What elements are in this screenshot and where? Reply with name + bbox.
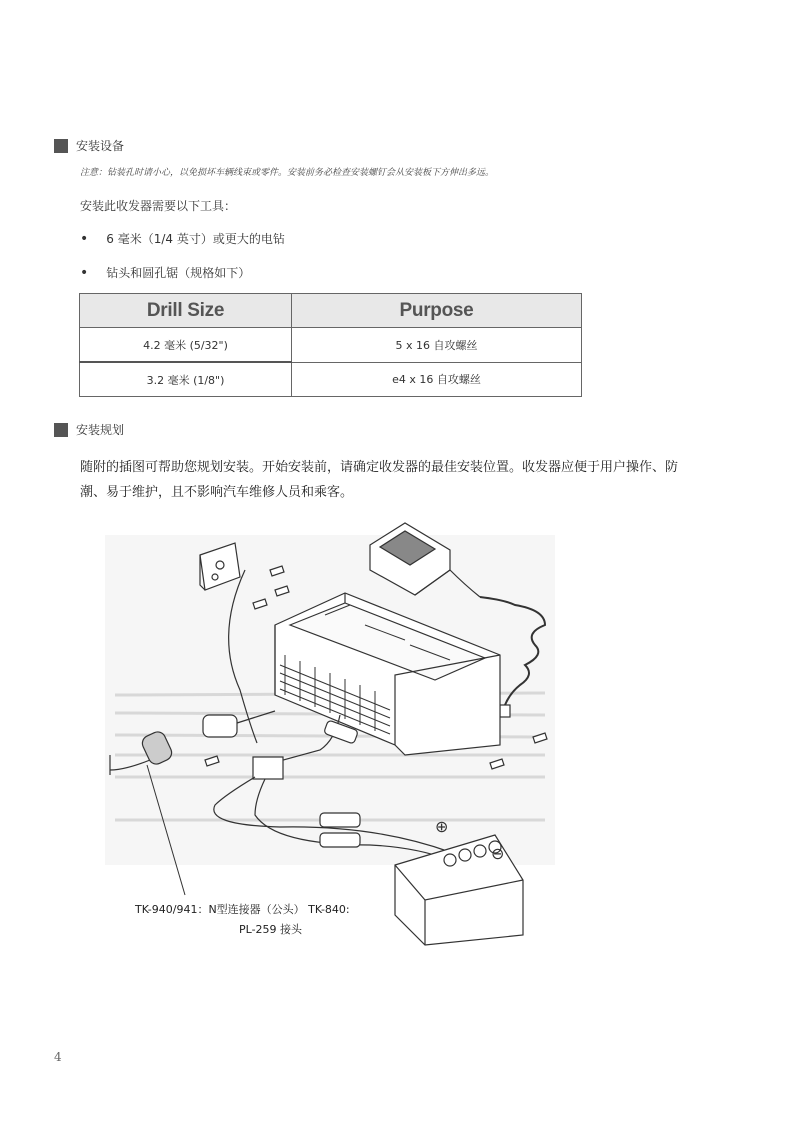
table-cell-purpose: e4 x 16 自攻螺丝 [292, 362, 582, 397]
section-square-icon [54, 139, 68, 153]
bullet-dot-icon: • [80, 264, 89, 281]
table-header-row [80, 294, 582, 328]
section-heading-text: 安装设备 [76, 139, 125, 153]
drill-size-table [79, 293, 582, 397]
table-row [80, 362, 582, 397]
table-cell-purpose: 5 x 16 自攻螺丝 [292, 328, 582, 363]
planning-paragraph [80, 455, 678, 505]
illustration-caption-line2: PL-259 接头 [239, 923, 303, 936]
tools-intro: 安装此收发器需要以下工具： [80, 199, 237, 213]
negative-terminal-icon: ⊖ [491, 844, 505, 863]
bullet-text: 6 毫米（1/4 英寸）或更大的电钻 [106, 232, 285, 246]
installation-illustration [105, 515, 565, 955]
table-header-purpose: Purpose [292, 294, 582, 328]
drill-size-table-wrapper [79, 293, 582, 397]
illustration-caption-line1: TK-940/941：N型连接器（公头） TK-840: [135, 903, 350, 916]
paragraph-line: 潮、易于维护，且不影响汽车维修人员和乘客。 [80, 485, 354, 500]
bullet-text: 钻头和圆孔锯（规格如下） [106, 266, 251, 280]
page-number: 4 [54, 1050, 62, 1064]
positive-terminal-icon: ⊕ [435, 817, 449, 836]
table-cell-drill-size: 3.2 毫米 (1/8") [80, 362, 292, 397]
table-row [80, 328, 582, 363]
table-cell-drill-size: 4.2 毫米 (5/32") [80, 328, 292, 363]
paragraph-line: 随附的插图可帮助您规划安装。开始安装前，请确定收发器的最佳安装位置。收发器应便于用户操作、防 [80, 460, 679, 475]
bullet-item [80, 230, 285, 247]
section-heading-install-planning [54, 421, 124, 438]
caution-note: 注意：钻装孔时请小心，以免损坏车辆线束或零件。安装前务必检查安装螺钉会从安装板下方伸出多远。 [80, 168, 495, 178]
section-heading-install-equipment [54, 137, 124, 154]
section-square-icon [54, 423, 68, 437]
bullet-dot-icon: • [80, 230, 89, 247]
section-heading-text: 安装规划 [76, 423, 125, 437]
bullet-item [80, 264, 250, 281]
table-header-drill-size: Drill Size [80, 294, 292, 328]
